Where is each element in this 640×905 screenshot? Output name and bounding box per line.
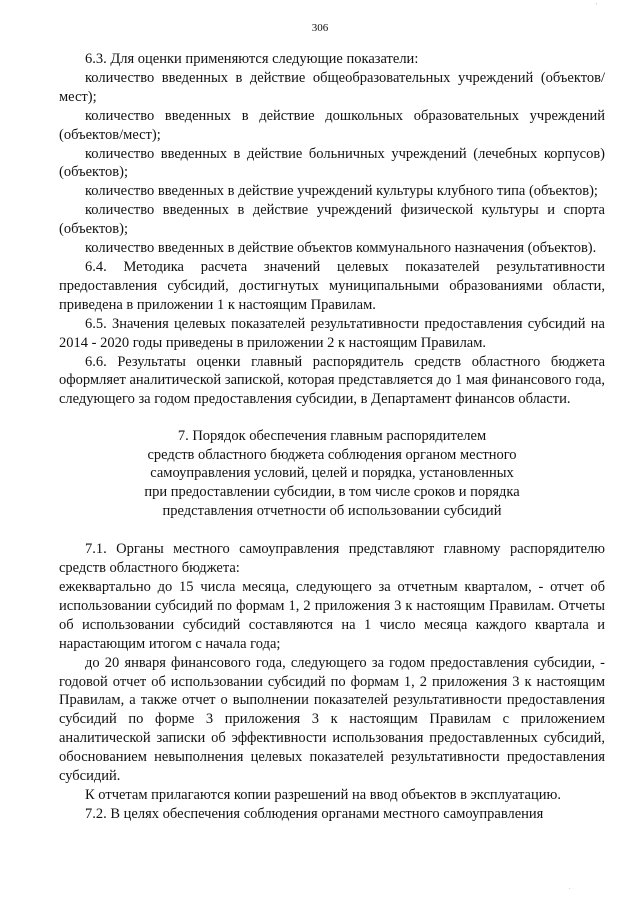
paragraph: 7.1. Органы местного самоуправления представляют главному распорядителю средств областного бюджета:	[59, 541, 605, 577]
document-body	[59, 50, 605, 824]
paragraph: 6.3. Для оценки применяются следующие показатели:	[85, 51, 419, 67]
paragraph: количество введенных в действие учреждений физической культуры и спорта (объектов);	[59, 202, 605, 238]
paragraph: 6.5. Значения целевых показателей результативности предоставления субсидий на 2014 - 2020 годы приведены в приложении 2 к настоящим Правилам.	[59, 315, 605, 351]
paragraphs-bottom	[59, 540, 605, 824]
scan-mark: '	[596, 3, 598, 9]
paragraph: количество введенных в действие общеобразовательных учреждений (объектов/мест);	[59, 69, 605, 105]
paragraph: 7.2. В целях обеспечения соблюдения органами местного самоуправления	[85, 805, 544, 822]
heading-line: самоуправления условий, целей и порядка, установленных	[150, 465, 514, 482]
heading-line: при предоставлении субсидии, в том числе сроков и порядка	[144, 484, 520, 500]
heading-line: 7. Порядок обеспечения главным распорядителем	[177, 428, 487, 445]
paragraph: 6.4. Методика расчета значений целевых показателей результативности предоставления субсидий, достигнутых муниципальными образованиями области, приведена в приложении 1 к настоящим Правилам.	[59, 258, 605, 313]
paragraph: количество введенных в действие больничных учреждений (лечебных корпусов) (объектов);	[59, 145, 605, 181]
heading-line: представления отчетности об использовании субсидий	[162, 502, 502, 519]
paragraph: количество введенных в действие дошкольных образовательных учреждений (объектов/мест);	[59, 107, 605, 143]
paragraph: К отчетам прилагаются копии разрешений на ввод объектов в эксплуатацию.	[85, 786, 561, 803]
heading-line: средств областного бюджета соблюдения органом местного	[147, 446, 517, 463]
page-number: 306	[311, 22, 329, 34]
section-heading	[59, 427, 605, 520]
scan-mark-bottom: .	[569, 885, 571, 891]
paragraph: 6.6. Результаты оценки главный распорядитель средств областного бюджета оформляет аналитической запиской, которая представляется до 1 мая финансового года, следующего за годом предоставления субсидии, в Департамент финансов области.	[59, 353, 605, 408]
paragraph: количество введенных в действие учреждений культуры клубного типа (объектов);	[85, 183, 598, 200]
paragraph: ежеквартально до 15 числа месяца, следующего за отчетным кварталом, - отчет об использовании субсидий по формам 1, 2 приложения 3 к настоящим Правилам. Отчеты об использовании субсидий составляются на 1 число месяца каждого квартала и нарастающим итогом с начала года;	[59, 579, 605, 652]
paragraph: количество введенных в действие объектов коммунального назначения (объектов).	[85, 240, 597, 257]
paragraph: до 20 января финансового года, следующего за годом предоставления субсидии, - годовой отчет об использовании субсидий по формам 1, 2 приложения 3 к настоящим Правилам, а также отчет о выполнении показателей результативности предоставления субсидий по форме 3 приложения 3 к настоящим Правилам с приложением аналитической записки об эффективности использования предоставленных субсидий, обоснованием невыполнения целевых показателей результативности предоставления субсидий.	[59, 654, 605, 785]
paragraphs-top	[59, 50, 605, 409]
